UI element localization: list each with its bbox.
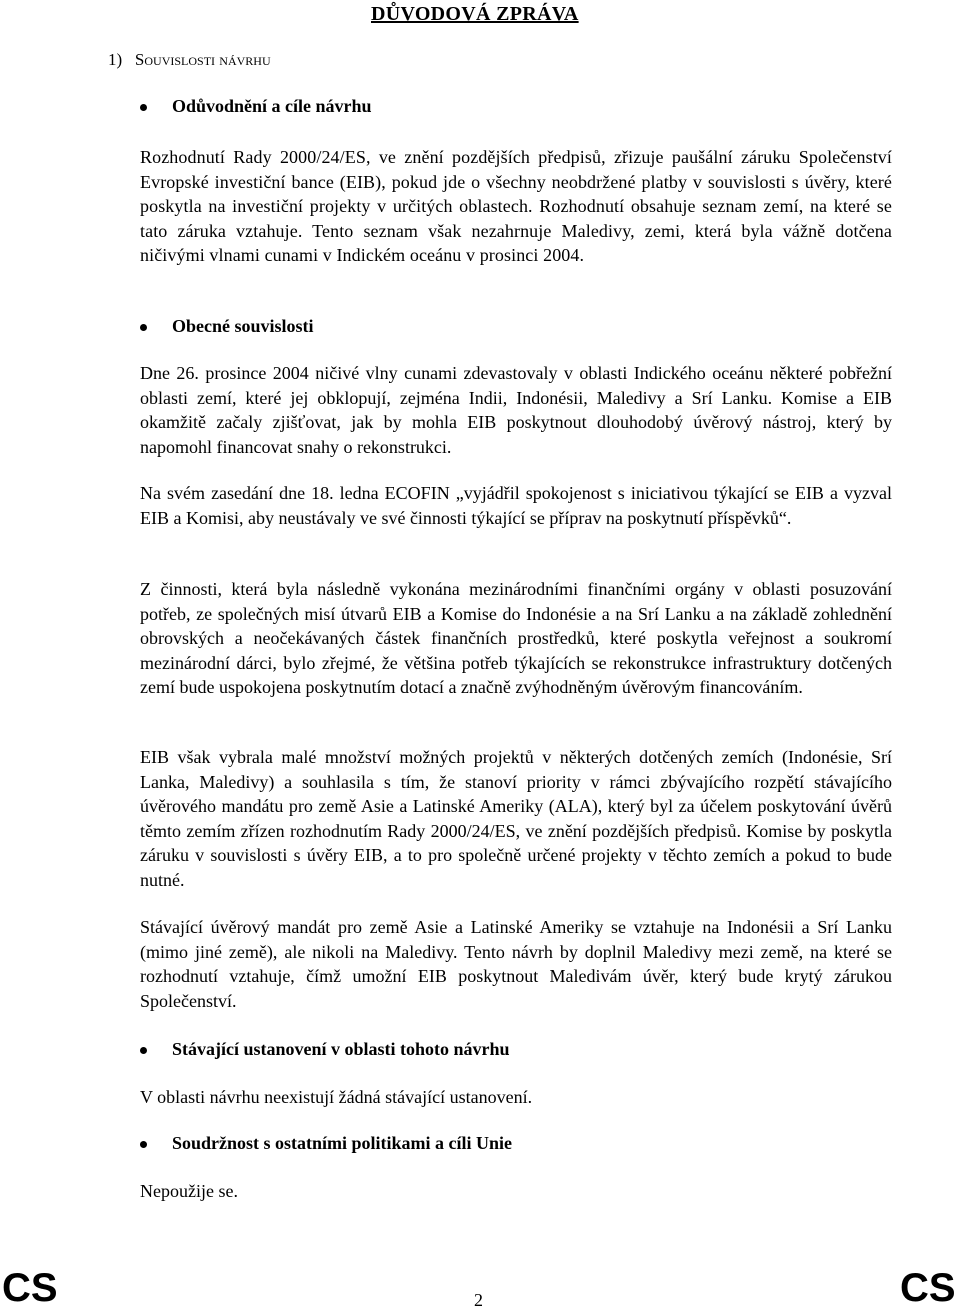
heading-text: Odůvodnění a cíle návrhu [172, 96, 372, 116]
bullet-icon [140, 104, 147, 111]
paragraph: Rozhodnutí Rady 2000/24/ES, ve znění pozdějších předpisů, zřizuje paušální záruku Společenství Evropské investiční bance (EIB), pokud jde o všechny neobdržené platby v souvislosti s úvěry, které poskytla na investiční projekty v určitých oblastech. Rozhodnutí obsahuje seznam zemí, na které se tato záruka vztahuje. Tento seznam však nezahrnuje Maledivy, zemi, která byla vážně dotčena ničivými vlnami cunami v Indickém oceánu v prosinci 2004. [140, 147, 892, 265]
paragraph: EIB však vybrala malé množství možných projektů v některých dotčených zemích (Indonésie, Srí Lanka, Maledivy) a souhlasila s tím, že stanoví priority v rámci zbývajícího rozpětí stávajícího úvěrového mandátu pro země Asie a Latinské Ameriky (ALA), který byl za účelem poskytování úvěrů těmto zemím zřízen rozhodnutím Rady 2000/24/ES, ve znění pozdějších předpisů. Komise by poskytla záruku v souvislosti s úvěry EIB, a to pro společně určené projekty v těchto zemích a pokud to bude nutné. [140, 747, 892, 890]
bullet-icon [140, 1047, 147, 1054]
heading-text: Soudržnost s ostatními politikami a cíli Unie [172, 1133, 513, 1153]
heading-text: Stávající ustanovení v oblasti tohoto návrhu [172, 1039, 510, 1059]
section-heading [108, 50, 271, 70]
section-number: 1) [108, 50, 123, 69]
paragraph: Z činnosti, která byla následně vykonána mezinárodními finančními orgány v oblasti posuzování potřeb, ze společných misí útvarů EIB a Komise do Indonésie a na Srí Lanku a na základě zohlednění obrovských a neočekávaných částek finančních prostředků, které poskytla veřejnost a soukromí mezinárodní dárci, bylo zřejmé, že většina potřeb týkajících se rekonstrukce infrastruktury dotčených zemí bude uspokojena poskytnutím dotací a značně zvýhodněným úvěrovým financováním. [140, 579, 892, 697]
bullet-icon [140, 324, 147, 331]
paragraph: V oblasti návrhu neexistují žádná stávající ustanovení. [140, 1087, 533, 1107]
paragraph: Dne 26. prosince 2004 ničivé vlny cunami zdevastovaly v oblasti Indického oceánu některé pobřežní oblasti zemí, které jej obklopují, zejména Indii, Indonésii, Maledivy a Srí Lanku. Komise a EIB okamžitě začaly zjišťovat, jak by mohla EIB poskytnout dlouhodobý úvěrový nástroj, který by napomohl financovat snahy o rekonstrukci. [140, 363, 892, 457]
footer-language-code-left: CS [2, 1266, 58, 1310]
document-title: DŮVODOVÁ ZPRÁVA [371, 3, 579, 25]
footer-language-code-right: CS [900, 1266, 956, 1310]
page-number: 2 [474, 1290, 483, 1310]
bullet-icon [140, 1141, 147, 1148]
paragraph: Nepoužije se. [140, 1181, 238, 1201]
paragraph: Na svém zasedání dne 18. ledna ECOFIN „vyjádřil spokojenost s iniciativou týkající se EIB a vyzval EIB a Komisi, aby neustávaly ve své činnosti týkající se příprav na poskytnutí příspěvků“. [140, 483, 892, 528]
section-title: Souvislosti návrhu [134, 50, 271, 69]
heading-text: Obecné souvislosti [172, 316, 314, 336]
paragraph: Stávající úvěrový mandát pro země Asie a Latinské Ameriky se vztahuje na Indonésii a Srí Lanku (mimo jiné země), ale nikoli na Maledivy. Tento návrh by doplnil Maledivy mezi země, na které se rozhodnutí vztahuje, čímž umožní EIB poskytnout Maledivám úvěr, který bude krytý zárukou Společenství. [140, 917, 892, 1011]
